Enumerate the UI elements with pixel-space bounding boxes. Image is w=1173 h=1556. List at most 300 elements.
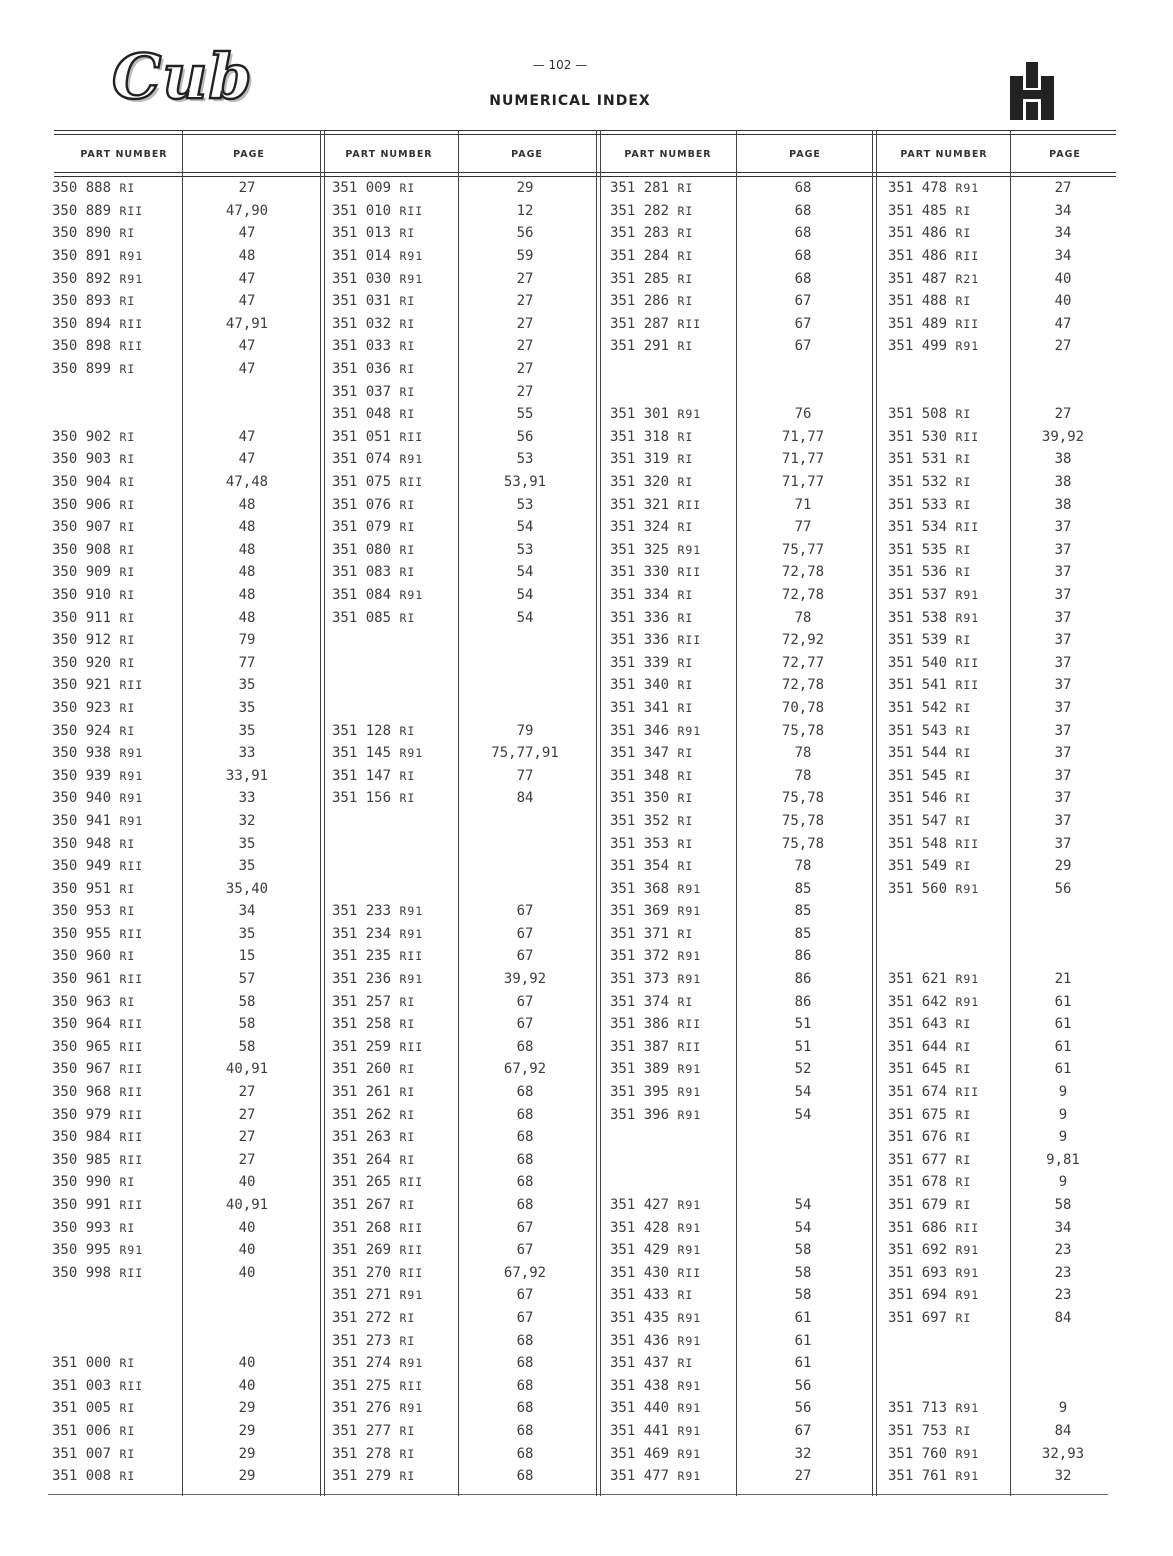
- part-number-base: 350 923: [52, 699, 112, 716]
- part-number-suffix: RI: [119, 700, 136, 715]
- part-number-suffix: RI: [677, 768, 694, 783]
- part-number-base: 351 427: [610, 1197, 670, 1214]
- part-number-suffix: RI: [955, 1107, 972, 1122]
- part-number-base: 351 033: [332, 338, 392, 355]
- part-number: [602, 813, 736, 829]
- part-number-base: 351 560: [888, 880, 948, 897]
- part-number-base: 351 642: [888, 993, 948, 1010]
- part-number: [50, 948, 182, 964]
- part-number-suffix: RII: [399, 1265, 424, 1280]
- page-reference: 27: [516, 315, 534, 332]
- part-number: [602, 406, 736, 422]
- index-row: [602, 1149, 874, 1172]
- part-number-base: 351 353: [610, 835, 670, 852]
- page-reference: 21: [1054, 971, 1072, 988]
- page-reference: 27: [516, 270, 534, 287]
- part-number: [602, 768, 736, 784]
- part-number: [326, 293, 458, 309]
- index-row: [878, 1352, 1118, 1375]
- page-reference: 68: [516, 1038, 534, 1055]
- part-number: [602, 564, 736, 580]
- part-number-suffix: RI: [399, 542, 416, 557]
- part-number: [50, 836, 182, 852]
- part-number-suffix: RI: [119, 610, 136, 625]
- index-row: [602, 358, 874, 381]
- page-reference: 67,92: [503, 1061, 547, 1078]
- index-row: [602, 1081, 874, 1104]
- index-row: [50, 1329, 322, 1352]
- page-reference: 61: [1054, 1061, 1072, 1078]
- index-row: [326, 1352, 598, 1375]
- part-number-base: 350 949: [52, 858, 112, 875]
- part-number-suffix: RI: [677, 859, 694, 874]
- index-row: [602, 539, 874, 562]
- index-row: [602, 1307, 874, 1330]
- part-number: [878, 1265, 1010, 1281]
- part-number-suffix: RI: [677, 294, 694, 309]
- part-number-suffix: R91: [119, 746, 144, 761]
- part-number-base: 351 301: [610, 406, 670, 423]
- page-reference: 84: [516, 790, 534, 807]
- index-row: [326, 358, 598, 381]
- index-row: [878, 584, 1118, 607]
- part-number: [602, 1061, 736, 1077]
- index-row: [50, 200, 322, 223]
- part-number: [326, 926, 458, 942]
- part-number-suffix: RII: [399, 429, 424, 444]
- page-reference: 86: [794, 948, 812, 965]
- index-row: [326, 403, 598, 426]
- index-row: [50, 855, 322, 878]
- part-number-base: 351 478: [888, 180, 948, 197]
- index-row: [878, 810, 1118, 833]
- part-number-header: PART NUMBER: [80, 148, 168, 160]
- index-row: [50, 719, 322, 742]
- part-number: [326, 994, 458, 1010]
- page-reference: 53: [516, 541, 534, 558]
- part-number-base: 351 436: [610, 1332, 670, 1349]
- part-number-suffix: RII: [955, 655, 980, 670]
- index-row: [602, 832, 874, 855]
- part-number: [602, 451, 736, 467]
- part-number-suffix: RII: [119, 339, 144, 354]
- part-number-base: 350 888: [52, 180, 112, 197]
- part-number-suffix: R21: [955, 271, 980, 286]
- index-row: [878, 403, 1118, 426]
- part-number-base: 351 236: [332, 971, 392, 988]
- part-number: [878, 1152, 1010, 1168]
- part-number: [878, 1310, 1010, 1326]
- part-number-suffix: RI: [119, 1401, 136, 1416]
- part-number-base: 350 893: [52, 293, 112, 310]
- index-row: [326, 651, 598, 674]
- index-row: [50, 787, 322, 810]
- page-reference: 56: [516, 225, 534, 242]
- part-number-base: 351 340: [610, 677, 670, 694]
- part-number-suffix: RI: [955, 1130, 972, 1145]
- page-reference: 9: [1058, 1106, 1068, 1123]
- page-reference: 67: [516, 1016, 534, 1033]
- part-number-suffix: RII: [955, 520, 980, 535]
- page-reference: 54: [794, 1106, 812, 1123]
- part-number-base: 350 940: [52, 790, 112, 807]
- page-reference: 47: [238, 225, 256, 242]
- index-row: [326, 1442, 598, 1465]
- index-row: [50, 448, 322, 471]
- part-number-suffix: RI: [119, 565, 136, 580]
- page-reference: 68: [516, 1084, 534, 1101]
- page-reference: 37: [1054, 632, 1072, 649]
- page-title: NUMERICAL INDEX: [489, 93, 651, 109]
- part-number: [326, 225, 458, 241]
- index-row: [602, 200, 874, 223]
- part-number-suffix: RII: [677, 1265, 702, 1280]
- page-reference: 54: [794, 1197, 812, 1214]
- page-reference: 34: [1054, 1219, 1072, 1236]
- part-number-suffix: RI: [119, 429, 136, 444]
- index-row: [878, 1262, 1118, 1285]
- part-number: [326, 768, 458, 784]
- part-number-suffix: RI: [955, 1062, 972, 1077]
- part-number: [878, 497, 1010, 513]
- part-number-base: 351 287: [610, 315, 670, 332]
- part-number-suffix: RII: [399, 475, 424, 490]
- part-number-suffix: RI: [399, 1446, 416, 1461]
- part-number-suffix: RI: [677, 339, 694, 354]
- part-number: [50, 587, 182, 603]
- page-reference: 27: [238, 1129, 256, 1146]
- part-number-base: 351 549: [888, 858, 948, 875]
- part-number-base: 351 679: [888, 1197, 948, 1214]
- part-number-base: 351 533: [888, 496, 948, 513]
- part-number-base: 350 899: [52, 361, 112, 378]
- column-divider: [876, 130, 877, 1496]
- part-number: [326, 542, 458, 558]
- part-number: [878, 632, 1010, 648]
- index-row: [878, 990, 1118, 1013]
- index-row: [878, 1126, 1118, 1149]
- index-row: [326, 1239, 598, 1262]
- page-reference: 29: [516, 180, 534, 197]
- page-reference: 47: [238, 428, 256, 445]
- part-number-suffix: R91: [677, 1062, 702, 1077]
- part-number-suffix: RI: [399, 384, 416, 399]
- part-number-suffix: R91: [955, 610, 980, 625]
- part-number-suffix: RII: [399, 1175, 424, 1190]
- part-number-suffix: RI: [955, 1152, 972, 1167]
- part-number-suffix: R91: [955, 1243, 980, 1258]
- index-row: [326, 1013, 598, 1036]
- index-row: [602, 764, 874, 787]
- page-reference: 34: [1054, 202, 1072, 219]
- part-number: [602, 1265, 736, 1281]
- index-row: [50, 1058, 322, 1081]
- page-reference: 54: [516, 519, 534, 536]
- part-number: [326, 610, 458, 626]
- part-number: [50, 180, 182, 196]
- index-row: [602, 290, 874, 313]
- part-number-suffix: RI: [677, 610, 694, 625]
- part-number-base: 351 272: [332, 1309, 392, 1326]
- index-row: [602, 313, 874, 336]
- index-row: [50, 1036, 322, 1059]
- part-number-base: 351 273: [332, 1332, 392, 1349]
- page-reference: 48: [238, 248, 256, 265]
- part-number: [326, 180, 458, 196]
- part-number-suffix: RI: [955, 452, 972, 467]
- index-row: [878, 787, 1118, 810]
- page-reference: 27: [238, 1084, 256, 1101]
- page-reference: 58: [238, 1038, 256, 1055]
- part-number: [602, 700, 736, 716]
- part-number-suffix: RI: [399, 791, 416, 806]
- index-row: [50, 1262, 322, 1285]
- part-number-suffix: R91: [955, 1265, 980, 1280]
- part-number-base: 351 437: [610, 1355, 670, 1372]
- part-number-base: 351 354: [610, 858, 670, 875]
- index-row: [326, 493, 598, 516]
- part-number: [50, 1152, 182, 1168]
- part-number-suffix: RII: [119, 1107, 144, 1122]
- part-number-base: 351 486: [888, 248, 948, 265]
- index-row: [602, 1374, 874, 1397]
- index-row: [50, 900, 322, 923]
- part-number: [50, 1039, 182, 1055]
- part-number-base: 351 032: [332, 315, 392, 332]
- part-number-base: 351 336: [610, 632, 670, 649]
- index-row: [50, 1216, 322, 1239]
- part-number-suffix: RI: [955, 203, 972, 218]
- part-number: [326, 790, 458, 806]
- page-reference: 67: [516, 903, 534, 920]
- part-number-suffix: RI: [955, 1039, 972, 1054]
- part-number-suffix: RI: [119, 1446, 136, 1461]
- part-number-suffix: RI: [399, 407, 416, 422]
- part-number: [326, 1107, 458, 1123]
- index-row: [50, 832, 322, 855]
- page-reference: 35,40: [225, 880, 269, 897]
- part-number-suffix: RII: [955, 1085, 980, 1100]
- part-number-base: 350 894: [52, 315, 112, 332]
- part-number: [326, 1242, 458, 1258]
- page-reference: 79: [516, 722, 534, 739]
- part-number-suffix: RI: [955, 768, 972, 783]
- part-number-suffix: RI: [119, 994, 136, 1009]
- index-row: [878, 516, 1118, 539]
- part-number-base: 351 324: [610, 519, 670, 536]
- part-number: [50, 994, 182, 1010]
- part-number-base: 351 697: [888, 1309, 948, 1326]
- index-block-1: [50, 130, 322, 1500]
- part-number-suffix: RI: [399, 723, 416, 738]
- page-reference: 57: [238, 971, 256, 988]
- part-number-suffix: RI: [955, 813, 972, 828]
- part-number-suffix: RI: [677, 226, 694, 241]
- index-row: [602, 403, 874, 426]
- page-reference: 48: [238, 541, 256, 558]
- page-reference: 32: [794, 1445, 812, 1462]
- part-number-suffix: RI: [399, 610, 416, 625]
- part-number-suffix: RI: [955, 633, 972, 648]
- part-number-suffix: RII: [677, 1039, 702, 1054]
- part-number-suffix: RII: [119, 1378, 144, 1393]
- index-block-3: [602, 130, 874, 1500]
- part-number: [602, 926, 736, 942]
- index-row: [602, 1194, 874, 1217]
- page-reference: 54: [794, 1084, 812, 1101]
- index-row: [50, 1081, 322, 1104]
- part-number-base: 351 257: [332, 993, 392, 1010]
- index-row: [50, 1103, 322, 1126]
- part-number-suffix: RI: [677, 429, 694, 444]
- part-number-suffix: RI: [399, 1310, 416, 1325]
- index-row: [50, 1239, 322, 1262]
- part-number-suffix: R91: [399, 271, 424, 286]
- part-number: [878, 745, 1010, 761]
- part-number-base: 351 428: [610, 1219, 670, 1236]
- part-number-suffix: R91: [399, 1288, 424, 1303]
- part-number-suffix: RII: [119, 1198, 144, 1213]
- part-number-suffix: R91: [955, 1288, 980, 1303]
- part-number: [602, 836, 736, 852]
- index-row: [50, 516, 322, 539]
- index-row: [50, 493, 322, 516]
- part-number-base: 351 147: [332, 767, 392, 784]
- part-number-suffix: R91: [399, 1356, 424, 1371]
- part-number-base: 351 544: [888, 745, 948, 762]
- part-number: [50, 610, 182, 626]
- page-reference: 32,93: [1041, 1445, 1085, 1462]
- part-number-suffix: RI: [399, 1333, 416, 1348]
- part-number: [602, 790, 736, 806]
- part-number: [326, 1016, 458, 1032]
- index-row: [602, 380, 874, 403]
- part-number-base: 350 890: [52, 225, 112, 242]
- page-reference: 37: [1054, 745, 1072, 762]
- part-number-base: 351 271: [332, 1287, 392, 1304]
- index-row: [326, 335, 598, 358]
- part-number-suffix: RI: [955, 1017, 972, 1032]
- part-number-base: 351 675: [888, 1106, 948, 1123]
- page-reference: 76: [794, 406, 812, 423]
- page-reference: 68: [516, 1332, 534, 1349]
- part-number: [50, 429, 182, 445]
- page-reference: 37: [1054, 586, 1072, 603]
- part-number: [878, 1061, 1010, 1077]
- part-number-suffix: RII: [119, 316, 144, 331]
- part-number-suffix: RI: [399, 1423, 416, 1438]
- part-number-base: 351 277: [332, 1422, 392, 1439]
- part-number-suffix: RII: [677, 497, 702, 512]
- part-number-base: 351 545: [888, 767, 948, 784]
- part-number: [602, 655, 736, 671]
- part-number-base: 351 693: [888, 1264, 948, 1281]
- part-number: [50, 203, 182, 219]
- index-row: [50, 764, 322, 787]
- part-number-suffix: RI: [955, 746, 972, 761]
- part-number: [326, 1152, 458, 1168]
- part-number-base: 351 258: [332, 1016, 392, 1033]
- part-number-suffix: RII: [677, 1017, 702, 1032]
- part-number: [878, 316, 1010, 332]
- part-number-suffix: RII: [955, 1220, 980, 1235]
- index-row: [602, 877, 874, 900]
- part-number-suffix: RII: [119, 1085, 144, 1100]
- part-number-base: 351 048: [332, 406, 392, 423]
- index-row: [602, 1171, 874, 1194]
- part-number-base: 351 538: [888, 609, 948, 626]
- part-number: [50, 316, 182, 332]
- part-number-suffix: RI: [399, 497, 416, 512]
- part-number: [602, 474, 736, 490]
- part-number-suffix: RI: [399, 1469, 416, 1484]
- part-number-suffix: RII: [399, 949, 424, 964]
- part-number-suffix: RI: [677, 452, 694, 467]
- index-row: [326, 426, 598, 449]
- page-reference: 67: [516, 1287, 534, 1304]
- page-reference: 68: [516, 1445, 534, 1462]
- page-reference: 67: [516, 993, 534, 1010]
- page-reference: 12: [516, 202, 534, 219]
- part-number-base: 351 325: [610, 541, 670, 558]
- part-number-base: 350 906: [52, 496, 112, 513]
- part-number-suffix: RI: [677, 249, 694, 264]
- page-reference: 58: [1054, 1197, 1072, 1214]
- part-number-base: 351 677: [888, 1151, 948, 1168]
- part-number: [602, 1378, 736, 1394]
- page-reference: 27: [238, 1151, 256, 1168]
- part-number: [50, 1400, 182, 1416]
- index-row: [602, 516, 874, 539]
- part-number: [326, 903, 458, 919]
- part-number: [602, 677, 736, 693]
- part-number-suffix: R91: [677, 1310, 702, 1325]
- part-number: [878, 858, 1010, 874]
- part-number-suffix: RI: [399, 316, 416, 331]
- part-number-suffix: RI: [399, 768, 416, 783]
- index-row: [50, 267, 322, 290]
- index-row: [326, 606, 598, 629]
- page-reference: 68: [516, 1174, 534, 1191]
- part-number-suffix: RI: [399, 565, 416, 580]
- part-number-base: 350 961: [52, 971, 112, 988]
- part-number: [50, 926, 182, 942]
- index-row: [50, 313, 322, 336]
- part-number-base: 351 030: [332, 270, 392, 287]
- part-number-base: 351 643: [888, 1016, 948, 1033]
- index-row: [326, 1397, 598, 1420]
- part-number-base: 350 904: [52, 474, 112, 491]
- part-number-suffix: R91: [119, 768, 144, 783]
- page-reference: 35: [238, 699, 256, 716]
- index-row: [602, 1013, 874, 1036]
- part-number-base: 351 036: [332, 361, 392, 378]
- page-reference: 40: [238, 1242, 256, 1259]
- part-number-base: 351 534: [888, 519, 948, 536]
- index-row: [50, 290, 322, 313]
- index-row: [602, 742, 874, 765]
- index-row: [602, 674, 874, 697]
- part-number-suffix: R91: [677, 1469, 702, 1484]
- part-number-suffix: RI: [119, 723, 136, 738]
- index-row: [602, 1465, 874, 1488]
- part-number-suffix: RII: [119, 972, 144, 987]
- part-number: [602, 1039, 736, 1055]
- part-number: [50, 790, 182, 806]
- page-reference: 85: [794, 925, 812, 942]
- part-number: [50, 881, 182, 897]
- index-row: [878, 1058, 1118, 1081]
